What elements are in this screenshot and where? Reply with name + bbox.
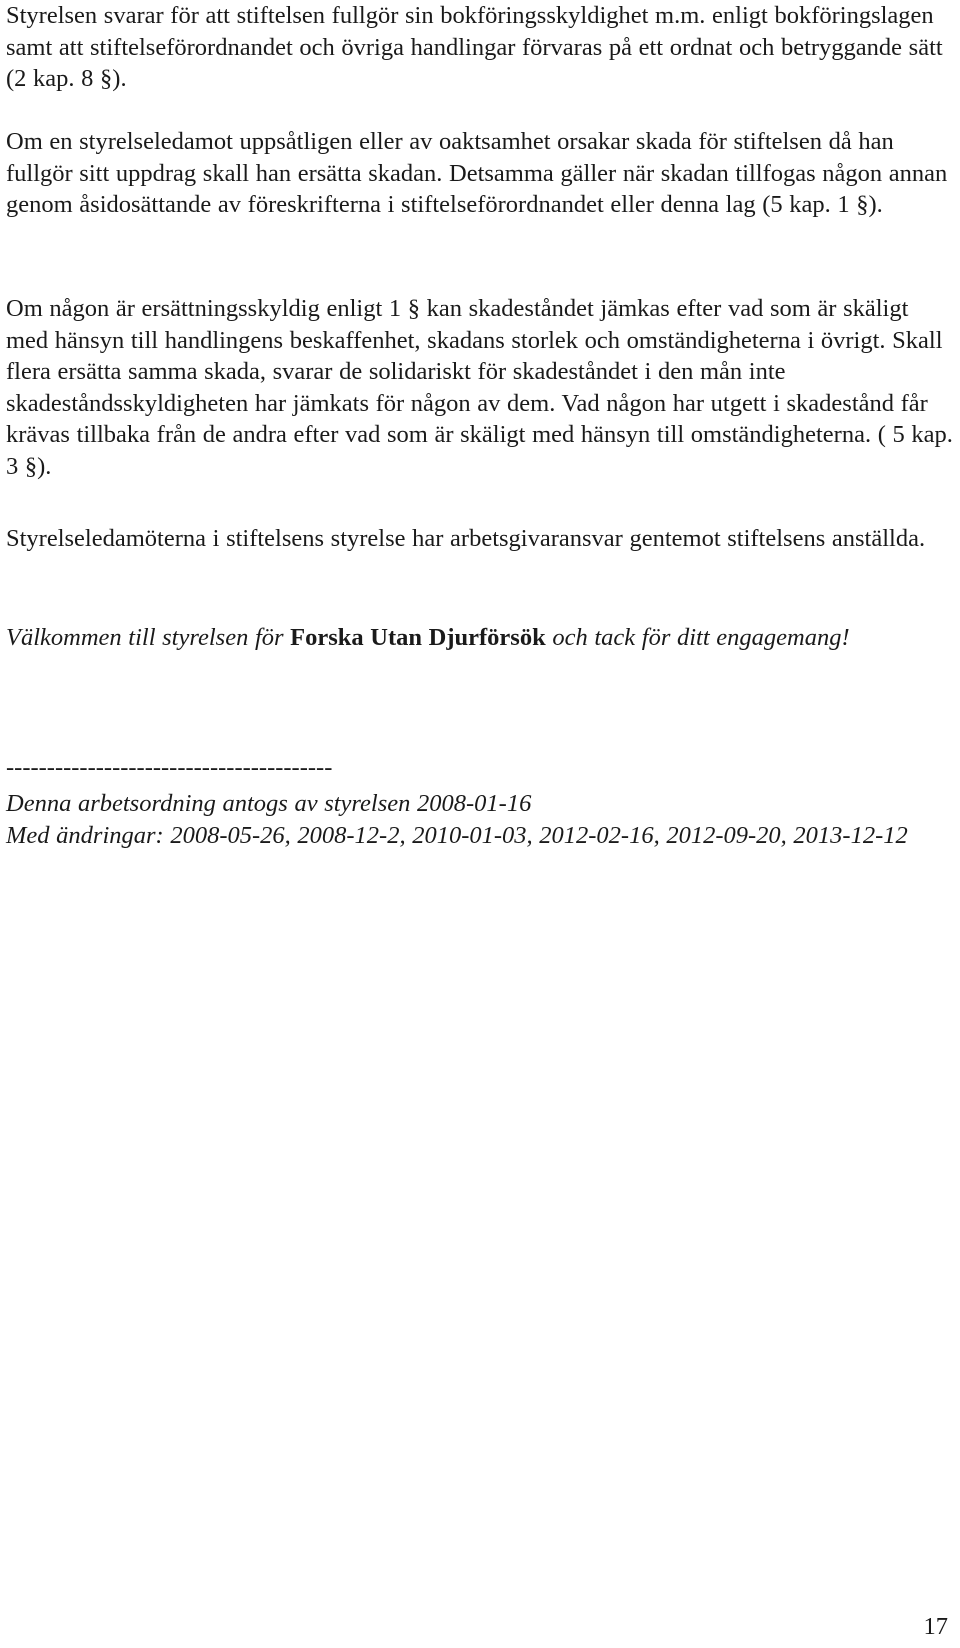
- welcome-text-end: och tack för ditt engagemang!: [545, 624, 850, 651]
- organization-name: Forska Utan Djurförsök: [290, 624, 546, 651]
- paragraph-liability: Om en styrelseledamot uppsåtligen eller av oaktsamhet orsakar skada för stiftelsen då han fullgör sitt uppdrag skall han ersätta skadan. Detsamma gäller när skadan tillfogas någon annan genom åsidosättande av föreskrifterna i stiftelseförordnandet eller denna lag (5 kap. 1 §).: [6, 128, 948, 218]
- amendments-note: Med ändringar: 2008-05-26, 2008-12-2, 2010-01-03, 2012-02-16, 2012-09-20, 2013-12-12: [6, 822, 908, 849]
- welcome-message: [6, 622, 954, 654]
- adoption-note: Denna arbetsordning antogs av styrelsen 2008-01-16: [6, 790, 532, 817]
- paragraph-bookkeeping: Styrelsen svarar för att stiftelsen fullgör sin bokföringsskyldighet m.m. enligt bokföringslagen samt att stiftelseförordnandet och övriga handlingar förvaras på ett ordnat och betryggande sätt (2 kap. 8 §).: [6, 2, 943, 92]
- page-number: 17: [923, 1613, 948, 1640]
- welcome-text-start: Välkommen till styrelsen för: [6, 624, 291, 651]
- separator-line: ----------------------------------------: [6, 754, 333, 781]
- paragraph-damages: Om någon är ersättningsskyldig enligt 1 § kan skadeståndet jämkas efter vad som är skäligt med hänsyn till handlingens beskaffenhet, skadans storlek och omständigheterna i övrigt. Skall flera ersätta samma skada, svarar de solidariskt för skadeståndet i den mån inte skadeståndsskyldigheten har jämkats för någon av dem. Vad någon har utgett i skadestånd får krävas tillbaka från de andra efter vad som är skäligt med hänsyn till omständigheterna. ( 5 kap. 3 §).: [6, 295, 953, 480]
- paragraph-employer-responsibility: Styrelseledamöterna i stiftelsens styrelse har arbetsgivaransvar gentemot stiftelsens anställda.: [6, 525, 926, 552]
